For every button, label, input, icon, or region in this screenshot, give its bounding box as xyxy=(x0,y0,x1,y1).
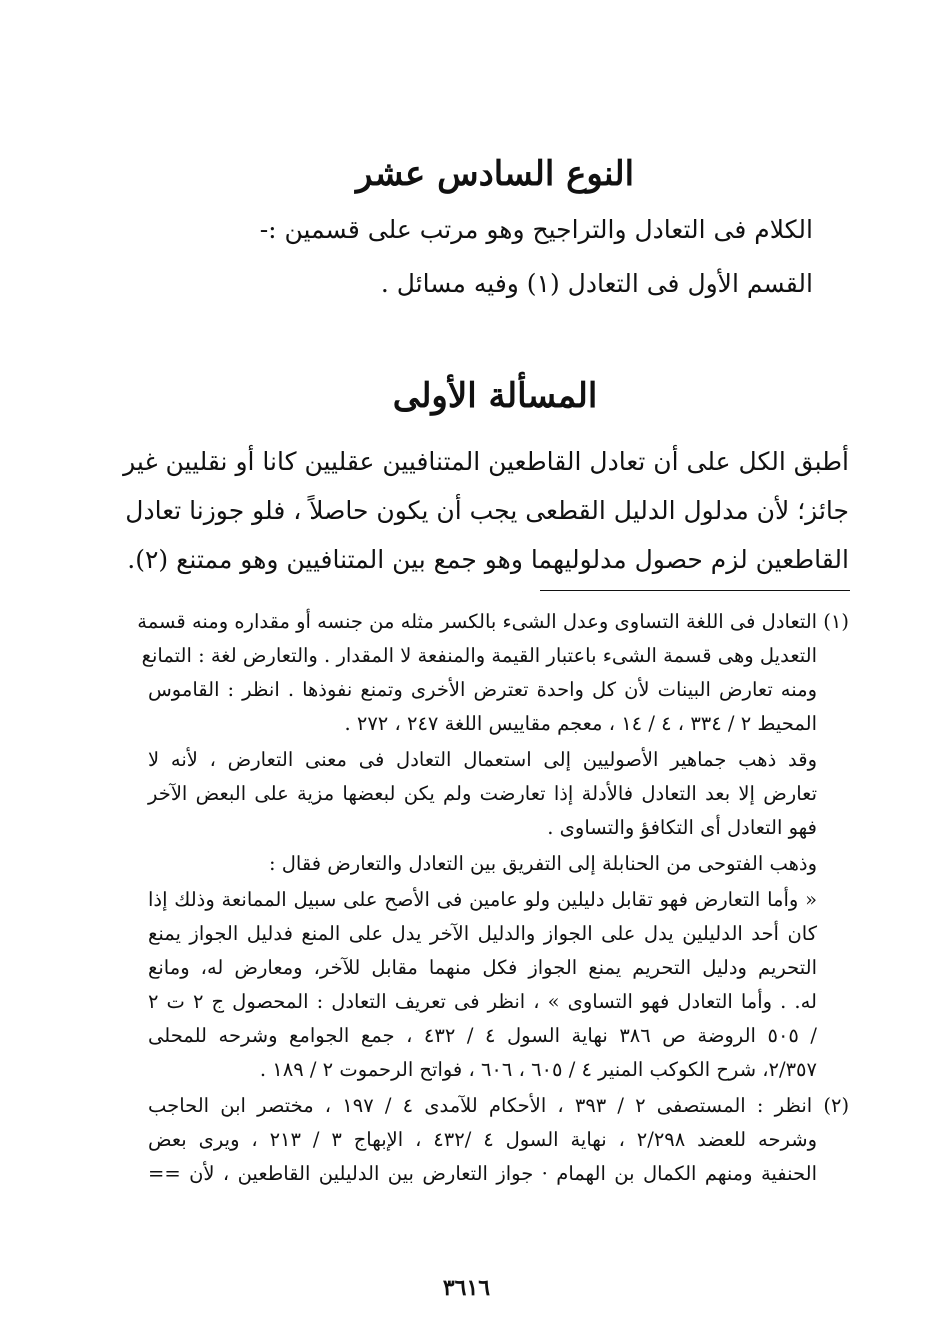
footnote-line: وقد ذهب جماهير الأصوليين إلى استعمال التعادل فى معنى التعارض ، لأنه لا xyxy=(148,748,817,771)
intro-line-1: الكلام فى التعادل والتراجيح وهو مرتب على قسمين :- xyxy=(259,215,813,244)
body-line-2: جائز؛ لأن مدلول الدليل القطعى يجب أن يكون حاصلاً ، فلو جوزنا تعادل xyxy=(125,496,849,525)
body-line-1: أطبق الكل على أن تعادل القاطعين المتنافيين عقليين كانا أو نقليين غير xyxy=(123,447,849,476)
question-title: المسألة الأولى xyxy=(392,376,598,416)
footnote-line: التحريم ودليل التحريم يمنع الجواز فكل منهما مقابل للآخر، ومعارض له، ومانع xyxy=(148,956,817,979)
footnote-line: المحيط ٢ / ٣٣٤ ، ٤ / ١٤ ، معجم مقاييس اللغة ٢٤٧ ، ٢٧٢ . xyxy=(344,712,817,735)
footnote-line: / ٥٠٥ الروضة ص ٣٨٦ نهاية السول ٤ / ٤٣٢ ، جمع الجوامع وشرحه للمحلى xyxy=(148,1024,817,1047)
footnote-line: وشرحه للعضد ٢/٢٩٨ ، نهاية السول ٤ /٤٣٢ ، الإبهاج ٣ / ٢١٣ ، ويرى بعض xyxy=(148,1128,818,1151)
section-title: النوع السادس عشر xyxy=(355,154,635,194)
footnote-separator xyxy=(540,590,850,591)
body-line-3: القاطعين لزم حصول مدلوليهما وهو جمع بين المتنافيين وهو ممتنع (٢). xyxy=(127,545,849,574)
footnote-line: فهو التعادل أى التكافؤ والتساوى . xyxy=(547,816,817,839)
footnote-line: وذهب الفتوحى من الحنابلة إلى التفريق بين التعادل والتعارض فقال : xyxy=(268,852,817,875)
footnote-line: (٢) انظر : المستصفى ٢ / ٣٩٣ ، الأحكام للآمدى ٤ / ١٩٧ ، مختصر ابن الحاجب xyxy=(148,1094,850,1117)
footnote-line: له. . وأما التعادل فهو التساوى » ، انظر فى تعريف التعادل : المحصول ج ٢ ت ٢ xyxy=(148,990,817,1013)
footnote-line: الحنفية ومنهم الكمال بن الهمام · جواز التعارض بين الدليلين القاطعين ، لأن == xyxy=(148,1162,817,1185)
page-number: ٣٦١٦ xyxy=(442,1275,491,1301)
footnote-line: (١) التعادل فى اللغة التساوى وعدل الشىء بالكسر مثله من جنسه أو مقداره ومنه قسمة xyxy=(137,610,849,633)
footnote-line: تعارض إلا بعد التعادل فالأدلة إذا تعارضت ولم يكن لبعضها مزية على البعض الآخر xyxy=(148,782,817,805)
footnote-line: « وأما التعارض فهو تقابل دليلين ولو عامين فى الأصح على سبيل الممانعة وذلك إذا xyxy=(148,888,817,911)
footnote-line: ٢/٣٥٧، شرح الكوكب المنير ٤ / ٦٠٥ ، ٦٠٦ ، فواتح الرحموت ٢ / ١٨٩ . xyxy=(259,1058,817,1081)
footnote-line: ومنه تعارض البينات لأن كل واحدة تعترض الأخرى وتمنع نفوذها . انظر : القاموس xyxy=(148,678,817,701)
footnote-line: كان أحد الدليلين يدل على الجواز والدليل الآخر يدل على المنع فدليل الجواز يمنع xyxy=(148,922,817,945)
footnote-line: التعديل وهى قسمة الشىء باعتبار القيمة والمنفعة لا المقدار . والتعارض لغة : التمانع xyxy=(141,644,817,667)
intro-line-2: القسم الأول فى التعادل (١) وفيه مسائل . xyxy=(380,269,813,298)
